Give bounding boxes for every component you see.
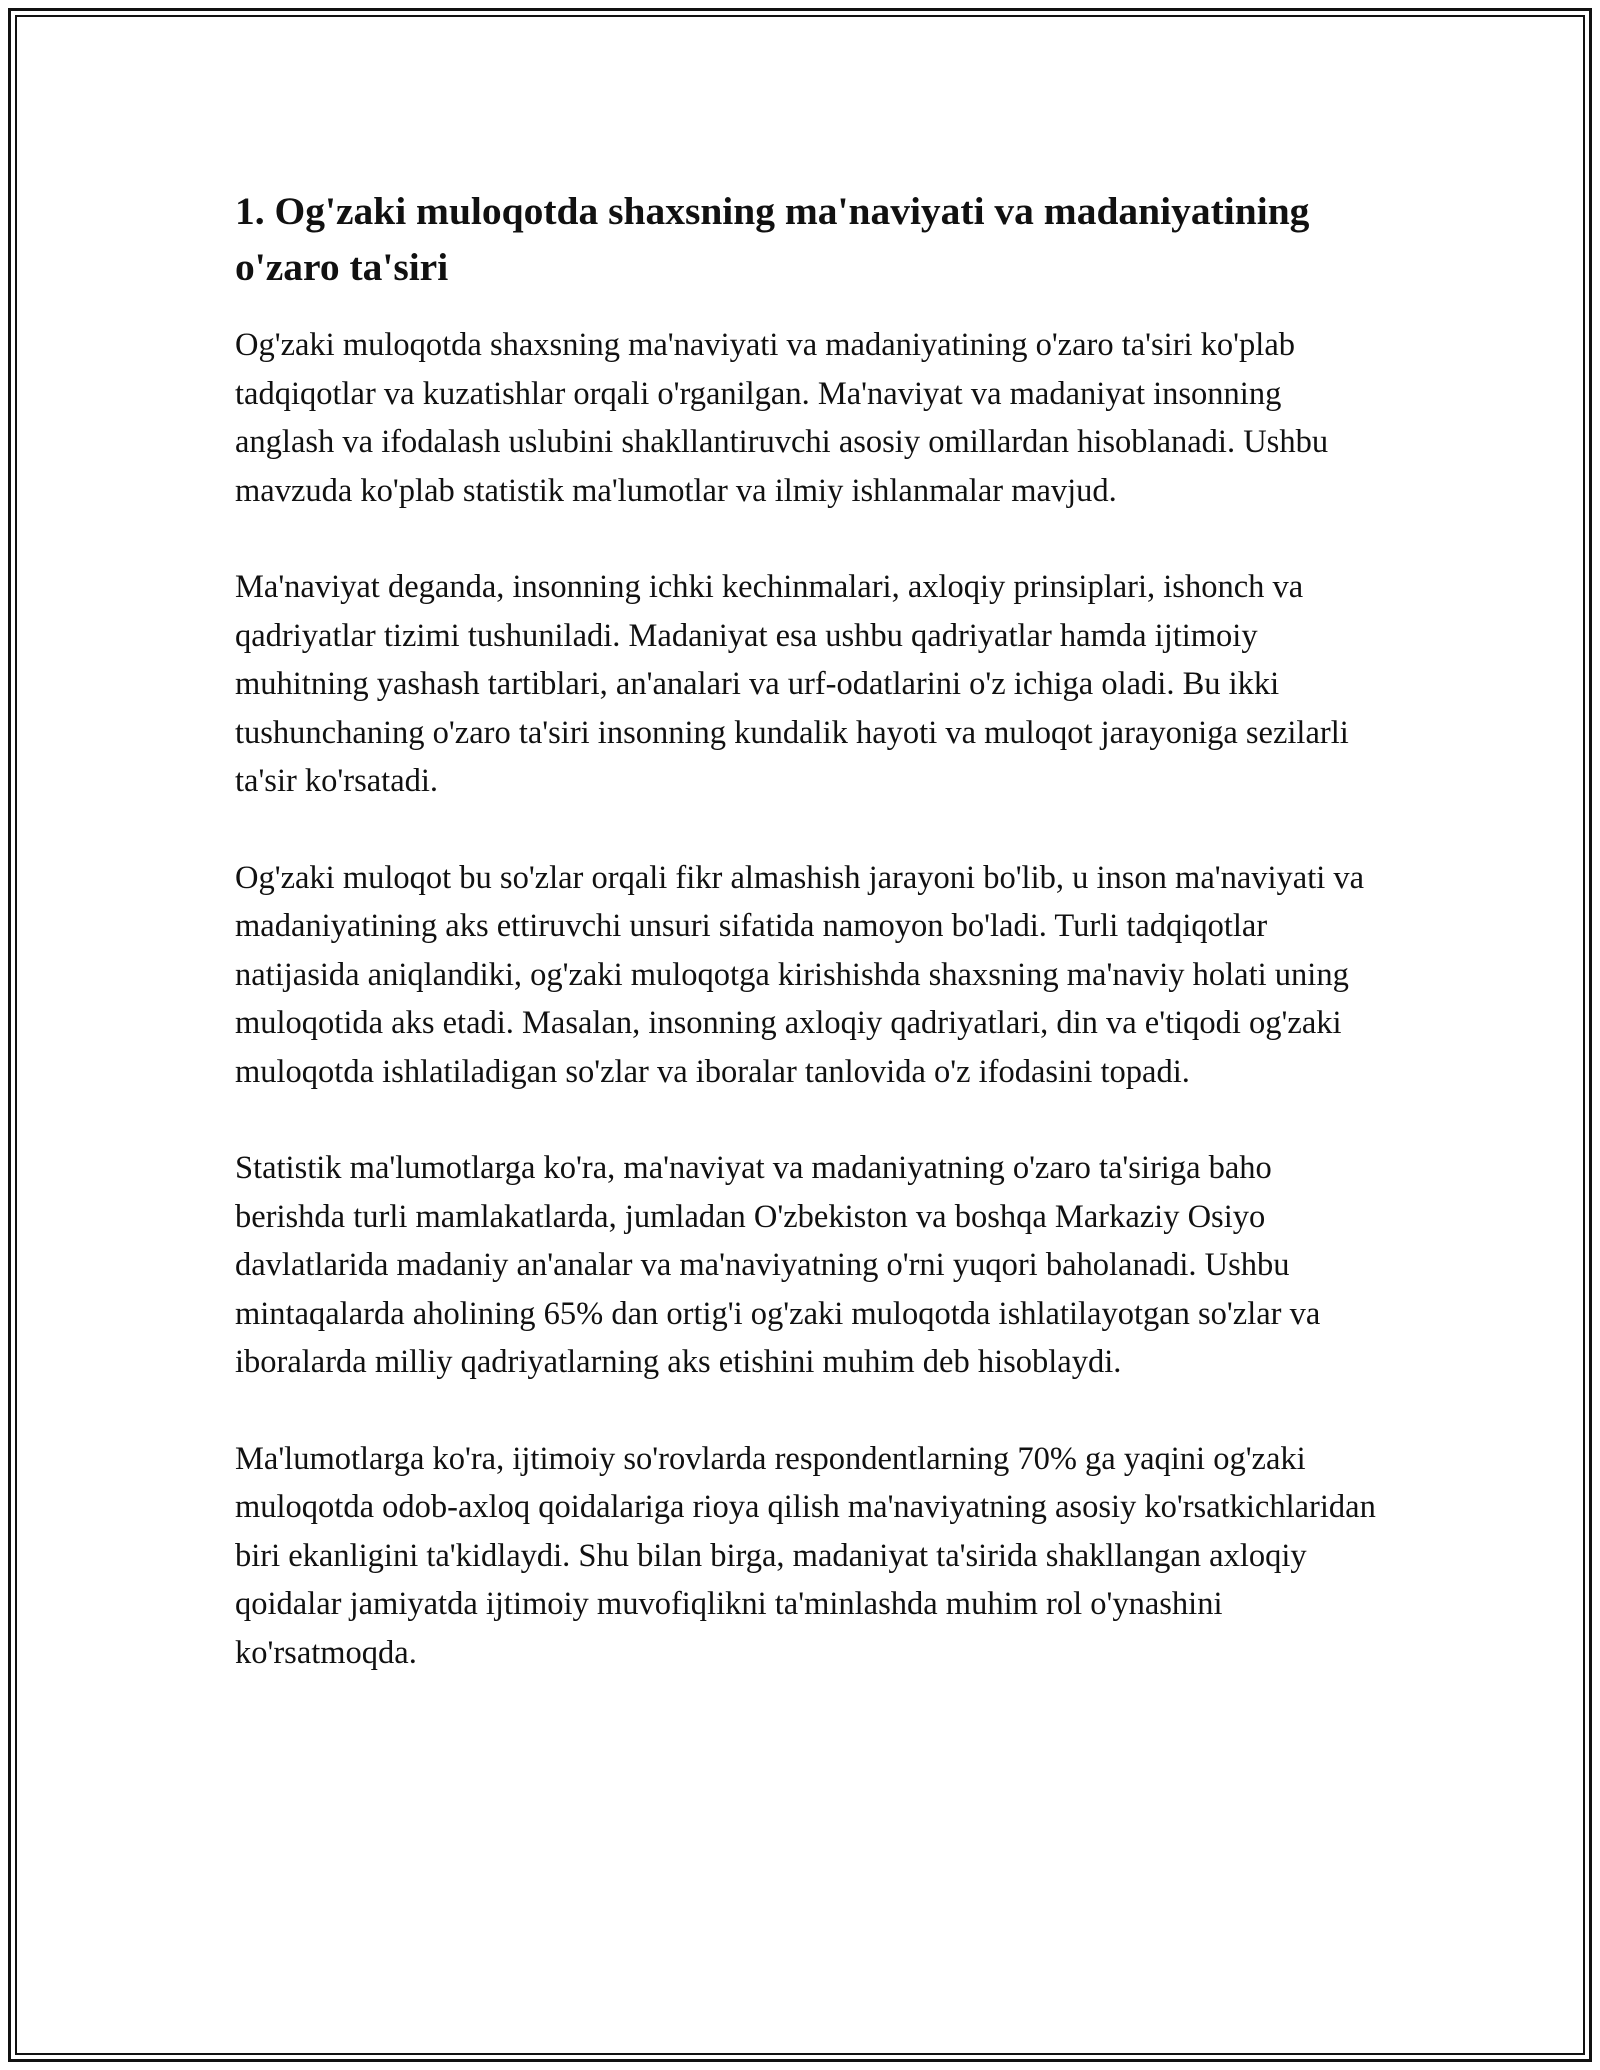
section-heading: 1. Og'zaki muloqotda shaxsning ma'naviyati va madaniyatining o'zaro ta'siri xyxy=(235,189,1310,289)
paragraph-1: Og'zaki muloqotda shaxsning ma'naviyati va madaniyatining o'zaro ta'siri ko'plab tadqiqotlar va kuzatishlar orqali o'rganilgan. Ma'naviyat va madaniyat insonning anglash va ifodalash uslubini shakllantiruvchi asosiy omillardan hisoblanadi. Ushbu mavzuda ko'plab statistik ma'lumotlar va ilmiy ishlanmalar mavjud. xyxy=(235,327,1329,509)
document-body xyxy=(235,183,1385,1725)
paragraph-4: Statistik ma'lumotlarga ko'ra, ma'naviyat va madaniyatning o'zaro ta'siriga baho berishda turli mamlakatlarda, jumladan O'zbekiston va boshqa Markaziy Osiyo davlatlarida madaniy an'analar va ma'naviyatning o'rni yuqori baholanadi. Ushbu mintaqalarda aholining 65% dan ortig'i og'zaki muloqotda ishlatilayotgan so'zlar va iboralarda milliy qadriyatlarning aks etishini muhim deb hisoblaydi. xyxy=(235,1150,1321,1380)
paragraph-2: Ma'naviyat deganda, insonning ichki kechinmalari, axloqiy prinsiplari, ishonch va qadriyatlar tizimi tushuniladi. Madaniyat esa ushbu qadriyatlar hamda ijtimoiy muhitning yashash tartiblari, an'analari va urf-odatlarini o'z ichiga oladi. Bu ikki tushunchaning o'zaro ta'siri insonning kundalik hayoti va muloqot jarayoniga sezilarli ta'sir ko'rsatadi. xyxy=(235,569,1349,799)
paragraph-3: Og'zaki muloqot bu so'zlar orqali fikr almashish jarayoni bo'lib, u inson ma'naviyati va madaniyatining aks ettiruvchi unsuri sifatida namoyon bo'ladi. Turli tadqiqotlar natijasida aniqlandiki, og'zaki muloqotga kirishishda shaxsning ma'naviy holati uning muloqotida aks etadi. Masalan, insonning axloqiy qadriyatlari, din va e'tiqodi og'zaki muloqotda ishlatiladigan so'zlar va iboralar tanlovida o'z ifodasini topadi. xyxy=(235,859,1365,1090)
paragraph-5: Ma'lumotlarga ko'ra, ijtimoiy so'rovlarda respondentlarning 70% ga yaqini og'zaki muloqotda odob-axloq qoidalariga rioya qilish ma'naviyatning asosiy ko'rsatkichlaridan biri ekanligini ta'kidlaydi. Shu bilan birga, madaniyat ta'sirida shakllangan axloqiy qoidalar jamiyatda ijtimoiy muvofiqlikni ta'minlashda muhim rol o'ynashini ko'rsatmoqda. xyxy=(235,1440,1376,1671)
